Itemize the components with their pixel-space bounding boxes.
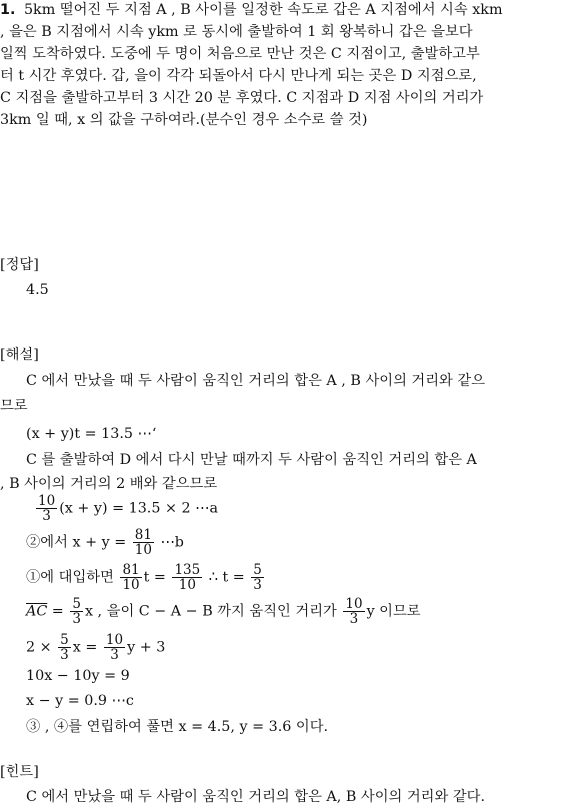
segment-ac: $\overline{AC}$ (26, 603, 48, 620)
answer-value: 4.5 (26, 282, 49, 298)
question-line-2: , 을은 B 지점에서 시속 ykm 로 동시에 출발하여 1 회 왕복하니 갑은 을보다 (0, 24, 473, 40)
fraction: $\frac{5}{3}$ (253, 562, 262, 593)
question-text-1: 5km 떨어진 두 지점 A , B 사이를 일정한 속도로 갑은 A 지점에서 시속 xkm (23, 2, 503, 18)
fraction: $\frac{10}{3}$ (38, 493, 56, 524)
solution-paragraph-1b: 므로 (0, 398, 28, 414)
fraction: $\frac{5}{3}$ (60, 632, 69, 663)
question-line-6: 3km 일 때, x 의 값을 구하여라.(분수인 경우 소수로 쓸 것) (0, 112, 368, 128)
solution-paragraph-1a: C 에서 만났을 때 두 사람이 움직인 거리의 합은 A , B 사이의 거리와 같으 (26, 373, 486, 389)
fraction: $\frac{81}{10}$ (122, 562, 140, 593)
hint-text: C 에서 만났을 때 두 사람이 움직인 거리의 합은 A, B 사이의 거리와 같다. (26, 789, 486, 805)
question-line-4: 터 t 시간 후였다. 갑, 을이 각각 되돌아서 다시 만나게 되는 곳은 D 지점으로, (0, 68, 477, 84)
fraction: $\frac{10}{3}$ (345, 596, 363, 627)
fraction: $\frac{5}{3}$ (72, 596, 81, 627)
question-number: 1. (0, 2, 16, 18)
solution-paragraph-2b: , B 사이의 거리의 2 배와 같으므로 (0, 476, 218, 492)
equation-2: $\frac{10}{3}$ (x + y) = 13.5 × 2 ⋯a (38, 493, 218, 524)
question-line-1 (0, 0, 503, 20)
fraction: $\frac{135}{10}$ (174, 562, 201, 593)
equation-4: ①에 대입하면 $\frac{81}{10}$ t = $\frac{135}{10}$ ∴ t = $\frac{5}{3}$ (26, 562, 262, 593)
solution-header: [해설] (0, 347, 39, 363)
fraction: $\frac{81}{10}$ (134, 527, 152, 558)
solution-paragraph-2a: C 를 출발하여 D 에서 다시 만날 때까지 두 사람이 움직인 거리의 합은 A (26, 452, 477, 468)
hint-header: [힌트] (0, 764, 39, 780)
equation-5: $\overline{AC}$ = $\frac{5}{3}$ x , 을이 C − A − B 까지 움직인 거리가 $\frac{10}{3}$ y 이므로 (26, 596, 421, 627)
equation-1: (x + y)t = 13.5 ⋯‘ (26, 426, 157, 442)
equation-9: ③ , ④를 연립하여 풀면 x = 4.5, y = 3.6 이다. (26, 719, 329, 735)
question-line-5: C 지점을 출발하고부터 3 시간 20 분 후였다. C 지점과 D 지점 사이의 거리가 (0, 90, 484, 106)
question-line-3: 일찍 도착하였다. 도중에 두 명이 처음으로 만난 것은 C 지점이고, 출발하고부 (0, 46, 480, 62)
equation-7: 10x − 10y = 9 (26, 668, 130, 684)
answer-header: [정답] (0, 257, 39, 273)
equation-8: x − y = 0.9 ⋯c (26, 693, 134, 709)
equation-6: 2 × $\frac{5}{3}$ x = $\frac{10}{3}$ y + 3 (26, 632, 166, 663)
fraction: $\frac{10}{3}$ (105, 632, 124, 663)
equation-3: ②에서 x + y = $\frac{81}{10}$ ⋯b (26, 527, 184, 558)
